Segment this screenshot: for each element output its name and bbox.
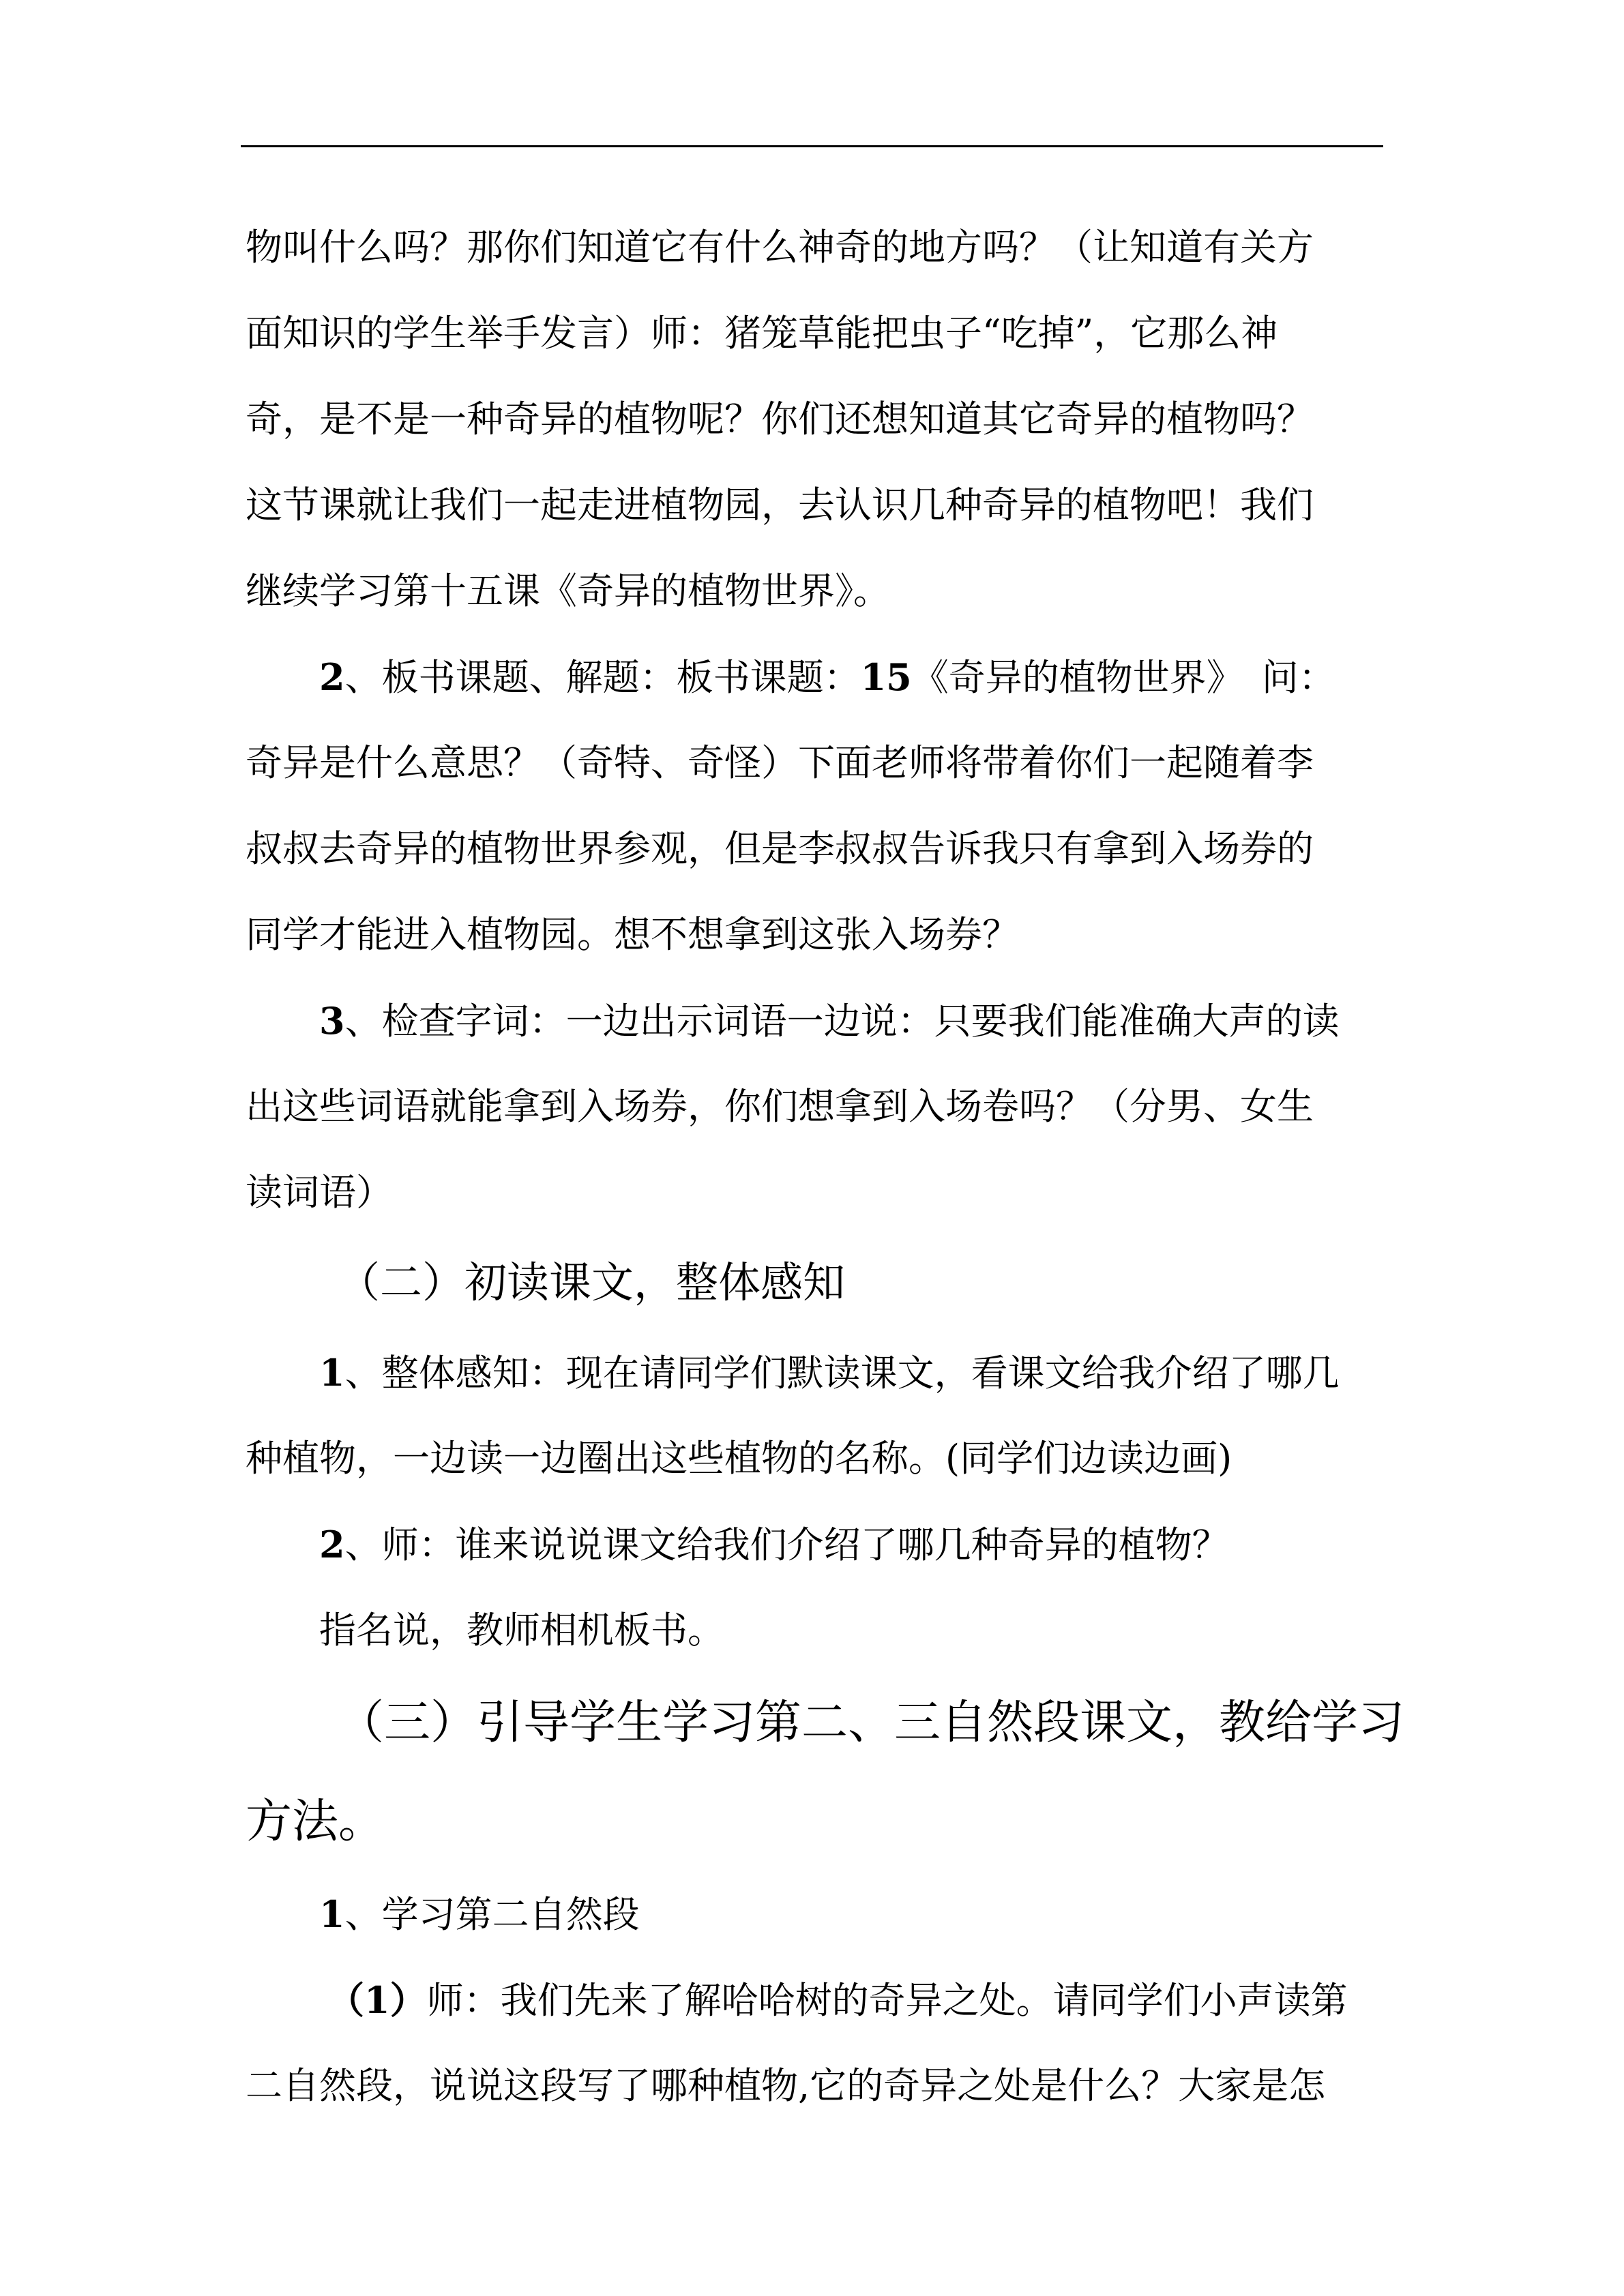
item-number: 3 — [319, 999, 345, 1043]
item-text: 、学习第二自然段 — [344, 1893, 640, 1936]
section-3-sub-1-line — [246, 1957, 1378, 2043]
section-2-heading: （二）初读课文，整体感知 — [338, 1257, 846, 1307]
item-number: 2 — [319, 655, 345, 699]
item-number: 1 — [319, 1892, 345, 1936]
item-text: 《奇异的植物世界》 问： — [911, 656, 1335, 699]
item-2-line — [246, 634, 1378, 720]
body-line: 种植物，一边读一边圈出这些植物的名称。(同学们边读边画) — [246, 1437, 1232, 1480]
body-line: 指名说，教师相机板书。 — [319, 1609, 724, 1652]
body-line: 出这些词语就能拿到入场券，你们想拿到入场卷吗？（分男、女生 — [246, 1085, 1314, 1128]
body-line: 同学才能进入植物园。想不想拿到这张入场券？ — [246, 913, 1019, 956]
item-number: 1 — [319, 1351, 345, 1395]
body-line: 面知识的学生举手发言）师：猪笼草能把虫子“吃掉”，它那么神 — [246, 312, 1278, 355]
item-3-line — [246, 978, 1378, 1064]
body-line: 二自然段，说说这段写了哪种植物,它的奇异之处是什么？大家是怎 — [246, 2064, 1326, 2107]
body-line: 读词语） — [246, 1171, 393, 1214]
item-text: 、师：谁来说说课文给我们介绍了哪几种奇异的植物？ — [344, 1523, 1229, 1566]
body-line: 奇异是什么意思？（奇特、奇怪）下面老师将带着你们一起随着李 — [246, 741, 1314, 784]
section-2-item-1-line — [246, 1330, 1378, 1416]
section-3-item-1-line — [246, 1871, 1378, 1957]
body-line: 物叫什么吗？那你们知道它有什么神奇的地方吗？（让知道有关方 — [246, 226, 1314, 269]
lesson-number: 15 — [860, 655, 912, 699]
item-text: 、整体感知：现在请同学们默读课文，看课文给我介绍了哪几 — [344, 1352, 1340, 1395]
section-2-item-2-line — [246, 1502, 1378, 1587]
item-number: 2 — [319, 1523, 345, 1566]
body-line: 这节课就让我们一起走进植物园，去认识几种奇异的植物吧！我们 — [246, 483, 1314, 526]
section-3-heading-cont: 方法。 — [246, 1795, 385, 1849]
sub-item-number: （1） — [327, 1978, 427, 2022]
item-text: 师：我们先来了解哈哈树的奇异之处。请同学们小声读第 — [426, 1979, 1348, 2022]
item-text: 、检查字词：一边出示词语一边说：只要我们能准确大声的读 — [344, 1000, 1340, 1043]
body-line: 奇，是不是一种奇异的植物呢？你们还想知道其它奇异的植物吗？ — [246, 398, 1314, 441]
item-text: 、板书课题、解题：板书课题： — [344, 656, 861, 699]
header-rule — [241, 145, 1383, 147]
section-3-heading: （三）引导学生学习第二、三自然段课文，教给学习 — [338, 1696, 1405, 1750]
document-body — [246, 205, 1405, 2129]
body-line: 叔叔去奇异的植物世界参观，但是李叔叔告诉我只有拿到入场券的 — [246, 827, 1314, 870]
body-line: 继续学习第十五课《奇异的植物世界》。 — [246, 569, 890, 612]
